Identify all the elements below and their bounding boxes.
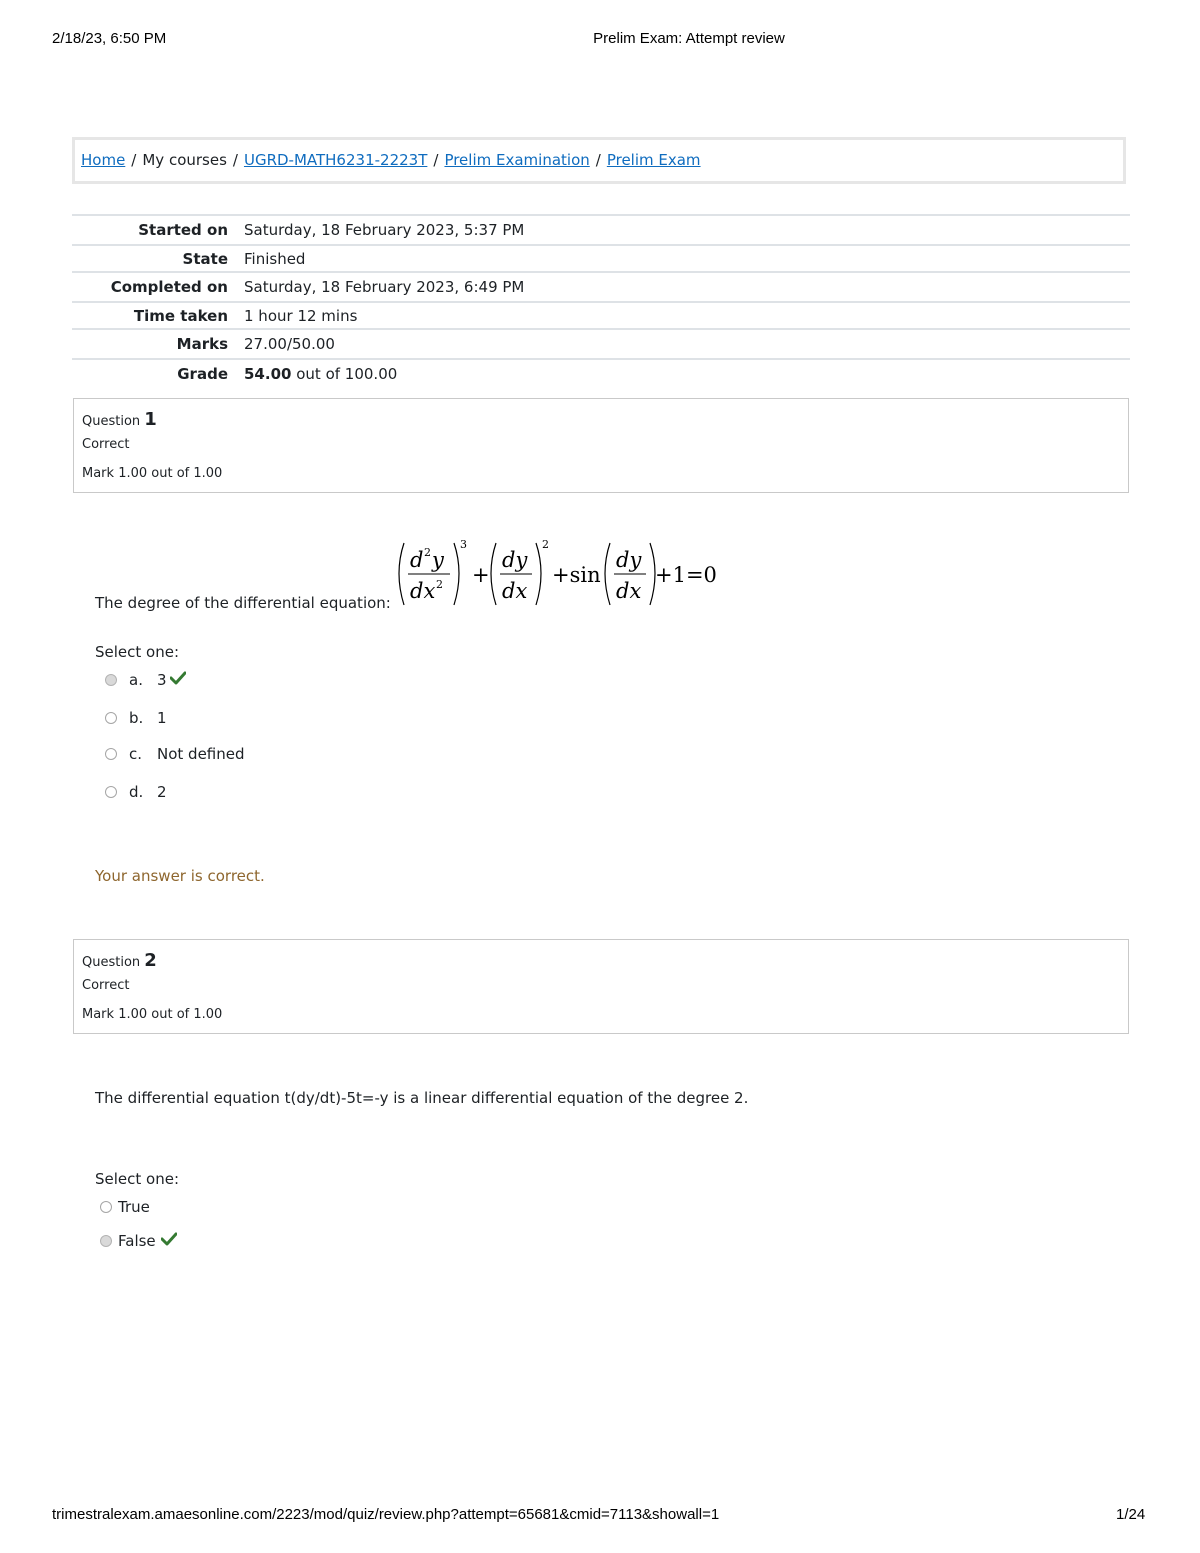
print-page-number: 1/24 xyxy=(1116,1506,1146,1523)
breadcrumb-separator: / xyxy=(595,151,601,169)
breadcrumb-home-link[interactable]: Home xyxy=(81,151,126,169)
question-label: Question xyxy=(82,955,141,970)
question-2-text: The differential equation t(dy/dt)-5t=-y is a linear differential equation of the degree 2. xyxy=(95,1089,749,1107)
question-1-feedback: Your answer is correct. xyxy=(95,867,265,885)
option-d[interactable] xyxy=(105,783,167,801)
option-letter: a. xyxy=(129,671,143,689)
question-1-equation xyxy=(392,535,722,617)
question-number xyxy=(82,409,157,430)
eq-sup-3: 3 xyxy=(460,538,467,551)
question-mark: Mark 1.00 out of 1.00 xyxy=(82,466,223,481)
eq-y: y xyxy=(432,548,444,572)
radio-button[interactable] xyxy=(105,712,117,724)
option-text: 2 xyxy=(157,783,167,801)
radio-button-selected[interactable] xyxy=(100,1235,112,1247)
check-icon xyxy=(161,1232,177,1250)
question-state: Correct xyxy=(82,437,130,452)
question-label: Question xyxy=(82,414,141,429)
option-true[interactable] xyxy=(100,1198,150,1216)
summary-row-marks xyxy=(72,329,1130,359)
question-1-text: The degree of the differential equation: xyxy=(95,594,391,612)
question-number xyxy=(82,950,157,971)
eq-dx: dx xyxy=(616,579,642,603)
summary-label: Marks xyxy=(176,335,228,353)
option-letter: b. xyxy=(129,709,144,727)
breadcrumb-separator: / xyxy=(131,151,137,169)
summary-label: Time taken xyxy=(133,306,228,325)
grade-out-of: out of 100.00 xyxy=(296,365,398,383)
question-1-info xyxy=(73,398,1129,493)
eq-sup-2: 2 xyxy=(424,546,431,559)
summary-value: Finished xyxy=(244,249,306,268)
print-datetime: 2/18/23, 6:50 PM xyxy=(52,30,167,47)
option-text: 1 xyxy=(157,709,167,727)
option-text: 3 xyxy=(157,671,167,689)
summary-label: Started on xyxy=(138,221,228,239)
summary-value: Saturday, 18 February 2023, 5:37 PM xyxy=(244,221,525,239)
breadcrumb-separator: / xyxy=(232,151,238,169)
eq-sin: +sin xyxy=(552,563,601,587)
summary-value xyxy=(244,359,1130,388)
summary-row-grade xyxy=(72,359,1130,388)
summary-row-completed xyxy=(72,272,1130,302)
breadcrumb-course-link[interactable]: UGRD-MATH6231-2223T xyxy=(243,151,428,169)
eq-dy: dy xyxy=(616,548,642,572)
radio-button-selected[interactable] xyxy=(105,674,117,686)
summary-value: 1 hour 12 mins xyxy=(244,306,358,325)
radio-button[interactable] xyxy=(105,786,117,798)
question-1-prompt: Select one: xyxy=(95,643,180,661)
eq-plus: + xyxy=(472,563,490,587)
eq-sup-2: 2 xyxy=(542,538,549,551)
eq-dx: dx xyxy=(502,579,528,603)
question-state: Correct xyxy=(82,978,130,993)
eq-dy: dy xyxy=(502,548,528,572)
breadcrumb-separator: / xyxy=(433,151,439,169)
summary-value: Saturday, 18 February 2023, 6:49 PM xyxy=(244,278,525,296)
option-text: True xyxy=(118,1198,150,1216)
option-false[interactable] xyxy=(100,1232,177,1250)
option-text: Not defined xyxy=(157,745,245,763)
option-letter: d. xyxy=(129,783,144,801)
eq-dx: dx xyxy=(410,579,436,603)
question-2-prompt: Select one: xyxy=(95,1170,180,1188)
question-number-value: 2 xyxy=(144,950,157,971)
eq-sup-2: 2 xyxy=(436,578,443,591)
summary-label: State xyxy=(182,249,228,268)
eq-tail: +1=0 xyxy=(655,563,717,587)
equation-image xyxy=(392,535,722,613)
option-a[interactable] xyxy=(105,671,186,689)
breadcrumb-quiz-link[interactable]: Prelim Exam xyxy=(606,151,701,169)
option-c[interactable] xyxy=(105,745,245,763)
question-2-info xyxy=(73,939,1129,1034)
breadcrumb xyxy=(72,137,1126,184)
eq-d: d xyxy=(410,548,424,572)
radio-button[interactable] xyxy=(105,748,117,760)
breadcrumb-my-courses: My courses xyxy=(142,151,227,169)
grade-value: 54.00 xyxy=(244,365,292,383)
question-mark: Mark 1.00 out of 1.00 xyxy=(82,1007,223,1022)
print-page-title: Prelim Exam: Attempt review xyxy=(593,30,785,47)
summary-row-time-taken xyxy=(72,302,1130,329)
breadcrumb-section-link[interactable]: Prelim Examination xyxy=(444,151,590,169)
summary-value: 27.00/50.00 xyxy=(244,335,335,353)
summary-row-started xyxy=(72,215,1130,245)
summary-label: Completed on xyxy=(110,278,228,296)
summary-label: Grade xyxy=(177,365,228,383)
print-url: trimestralexam.amaesonline.com/2223/mod/quiz/review.php?attempt=65681&cmid=7113&showall=1 xyxy=(52,1506,720,1523)
option-letter: c. xyxy=(129,745,143,763)
radio-button[interactable] xyxy=(100,1201,112,1213)
summary-row-state xyxy=(72,245,1130,272)
option-b[interactable] xyxy=(105,709,167,727)
option-text: False xyxy=(118,1232,156,1250)
attempt-summary-table xyxy=(72,214,1130,388)
check-icon xyxy=(170,671,186,689)
question-number-value: 1 xyxy=(144,409,157,430)
